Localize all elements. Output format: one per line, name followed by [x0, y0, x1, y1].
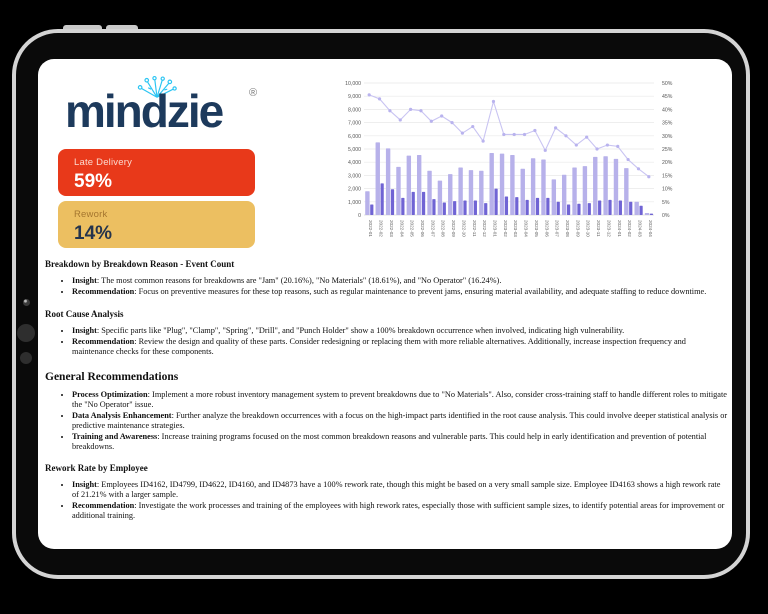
svg-text:5,000: 5,000 [348, 147, 361, 153]
bullet-item: • Training and Awareness: Increase training programs focused on the most common breakdown reasons and vulnerable parts. This could help in early identification and prevention of potential breakdowns. [72, 432, 729, 452]
section-heading-root-cause: Root Cause Analysis [45, 308, 124, 319]
svg-text:2023-05: 2023-05 [533, 220, 539, 237]
svg-text:10,000: 10,000 [345, 81, 361, 87]
svg-text:2022-04: 2022-04 [399, 220, 405, 237]
svg-text:2023-02: 2023-02 [502, 220, 508, 237]
svg-text:2022-07: 2022-07 [430, 220, 436, 237]
svg-text:2023-03: 2023-03 [513, 220, 519, 237]
kpi-label: Rework [74, 209, 108, 220]
svg-text:2023-06: 2023-06 [544, 220, 550, 237]
bullet-list [45, 326, 729, 357]
kpi-value: 59% [74, 171, 113, 192]
svg-text:2022-06: 2022-06 [419, 220, 425, 237]
svg-text:2024-01: 2024-01 [616, 220, 622, 237]
bullet-list [45, 480, 729, 521]
svg-text:2022-08: 2022-08 [440, 220, 446, 237]
camera-sensor-icon [20, 352, 32, 364]
svg-text:2022-10: 2022-10 [461, 220, 467, 237]
svg-text:5%: 5% [662, 199, 670, 206]
mindzie-logo [65, 79, 275, 141]
svg-text:2022-11: 2022-11 [471, 220, 477, 237]
svg-text:15%: 15% [662, 173, 673, 180]
svg-text:3,000: 3,000 [348, 173, 361, 180]
bullet-list [45, 276, 729, 297]
svg-text:7,000: 7,000 [348, 120, 361, 127]
svg-text:2024-04: 2024-04 [647, 220, 653, 237]
logo-text: mindzie [65, 85, 223, 137]
bullet-item: • Recommendation: Focus on preventive measures for these top reasons, such as regular maintenance to prevent jams, ensuring material availability, and adequate staffing to reduce downtime. [72, 287, 729, 297]
svg-text:9,000: 9,000 [348, 94, 361, 101]
section-heading-general-recommendations: General Recommendations [45, 370, 179, 383]
svg-text:8,000: 8,000 [348, 107, 361, 114]
svg-text:2023-09: 2023-09 [575, 220, 581, 237]
bullet-item: • Insight: The most common reasons for breakdowns are "Jam" (20.16%), "No Materials" (18.61%), and "No Operator" (16.24%). [72, 276, 729, 286]
svg-text:2022-01: 2022-01 [368, 220, 374, 237]
svg-text:0: 0 [358, 213, 361, 219]
kpi-value: 14% [74, 223, 113, 244]
svg-text:0%: 0% [662, 213, 670, 219]
bullet-list [45, 390, 729, 452]
camera-lens-icon [17, 324, 35, 342]
registered-mark: ® [249, 87, 258, 99]
section-heading-rework-rate: Rework Rate by Employee [45, 463, 148, 474]
svg-text:2024-02: 2024-02 [627, 220, 633, 237]
analysis-report [45, 253, 729, 522]
svg-text:2023-10: 2023-10 [585, 220, 591, 237]
kpi-label: Late Delivery [74, 157, 133, 168]
svg-text:2022-09: 2022-09 [451, 220, 457, 237]
bullet-item: • Insight: Specific parts like "Plug", "Clamp", "Spring", "Drill", and "Punch Holder" show a 100% breakdown occurrence when involved, indicating high vulnerability. [72, 326, 729, 336]
combo-chart[interactable] [334, 73, 696, 255]
bullet-item: • Insight: Employees ID4162, ID4799, ID4622, ID4160, and ID4873 have a 100% rework rate, though this might be based on a very small sample size. Employee ID4163 shows a high rework rate of 21.21% with a larger sample. [72, 480, 729, 500]
svg-text:2022-05: 2022-05 [409, 220, 415, 237]
svg-text:20%: 20% [662, 160, 673, 167]
svg-text:45%: 45% [662, 94, 673, 101]
svg-text:2022-02: 2022-02 [378, 220, 384, 237]
svg-text:2023-11: 2023-11 [596, 220, 602, 237]
bullet-item: • Recommendation: Investigate the work processes and training of the employees with high rework rates, especially those with sufficient sample sizes, to identify potential areas for improvement or additional training. [72, 501, 729, 521]
kpi-card-rework[interactable] [58, 201, 255, 248]
svg-text:2023-04: 2023-04 [523, 220, 529, 237]
kpi-card-late-delivery[interactable] [58, 149, 255, 196]
svg-text:2023-07: 2023-07 [554, 220, 560, 237]
svg-text:40%: 40% [662, 107, 673, 114]
svg-text:25%: 25% [662, 147, 673, 153]
svg-text:2024-03: 2024-03 [637, 220, 643, 237]
svg-text:50%: 50% [662, 81, 673, 87]
camera-dot-icon [23, 299, 30, 306]
svg-text:1,000: 1,000 [348, 199, 361, 206]
svg-text:6,000: 6,000 [348, 133, 361, 140]
svg-text:4,000: 4,000 [348, 160, 361, 167]
section-heading-breakdown-reason: Breakdown by Breakdown Reason - Event Count [45, 259, 235, 269]
svg-text:2022-03: 2022-03 [388, 220, 394, 237]
tablet-screen [38, 59, 732, 549]
bullet-item: • Data Analysis Enhancement: Further analyze the breakdown occurrences with a focus on the high-impact parts identified in the root cause analysis. This could involve deeper statistical analysis or predictive maintenance strategies. [72, 411, 729, 431]
svg-text:30%: 30% [662, 133, 673, 140]
svg-text:2023-01: 2023-01 [492, 220, 498, 237]
tablet-frame [12, 29, 750, 579]
svg-text:2,000: 2,000 [348, 186, 361, 193]
bullet-item: • Process Optimization: Implement a more robust inventory management system to prevent breakdowns due to "No Materials". Also, consider cross-training staff to handle different roles to mitigate the "No Operator" issue. [72, 390, 729, 410]
svg-text:35%: 35% [662, 120, 673, 127]
svg-text:2023-08: 2023-08 [564, 220, 570, 237]
svg-text:2023-12: 2023-12 [606, 220, 612, 237]
bullet-item: • Recommendation: Review the design and quality of these parts. Consider redesigning or replacing them with more reliable alternatives. Additionally, increase inspection frequency and maintenance checks for these components. [72, 337, 729, 357]
svg-text:2022-12: 2022-12 [482, 220, 488, 237]
svg-text:10%: 10% [662, 186, 673, 193]
